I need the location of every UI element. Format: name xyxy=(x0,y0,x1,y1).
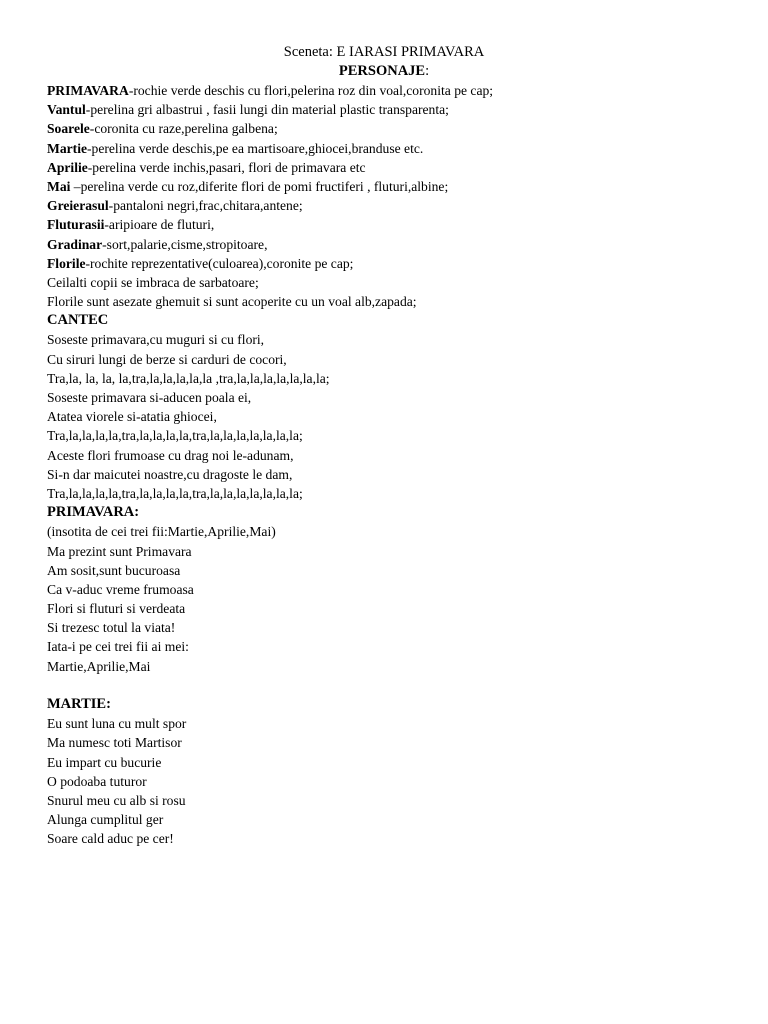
verse-line: (insotita de cei trei fii:Martie,Aprilie,Mai) xyxy=(47,524,276,540)
blank-line xyxy=(47,676,747,695)
note-line: Florile sunt asezate ghemuit si sunt acoperite cu un voal alb,zapada; xyxy=(47,294,417,310)
page-title xyxy=(0,43,768,62)
character-name: Aprilie xyxy=(47,159,88,175)
character-desc: -aripioare de fluturi, xyxy=(104,217,215,233)
song-line: Cu siruri lungi de berze si carduri de cocori, xyxy=(47,351,287,367)
verse-line: Si trezesc totul la viata! xyxy=(47,620,176,636)
verse-line: Flori si fluturi si verdeata xyxy=(47,601,186,617)
character-line xyxy=(47,215,747,234)
character-name: Gradinar xyxy=(47,236,103,252)
character-line xyxy=(47,158,747,177)
title-main: E IARASI PRIMAVARA xyxy=(332,44,485,60)
character-line xyxy=(47,254,747,273)
primavara-heading: PRIMAVARA: xyxy=(47,504,140,521)
song-line: Aceste flori frumoase cu drag noi le-adunam, xyxy=(47,447,294,463)
character-name: Martie xyxy=(47,140,87,156)
character-desc: -perelina verde inchis,pasari, flori de primavara etc xyxy=(87,159,366,175)
song-line: Soseste primavara,cu muguri si cu flori, xyxy=(47,332,265,348)
character-desc: -pantaloni negri,frac,chitara,antene; xyxy=(108,198,303,214)
song-line: Atatea viorele si-atatia ghiocei, xyxy=(47,409,217,425)
character-desc: -rochie verde deschis cu flori,pelerina roz din voal,coronita pe cap; xyxy=(128,83,494,98)
song-line: Si-n dar maicutei noastre,cu dragoste le dam, xyxy=(47,466,293,482)
verse-line: Ma numesc toti Martisor xyxy=(47,735,182,751)
character-line xyxy=(47,196,747,215)
characters-heading xyxy=(0,62,768,81)
martie-heading: MARTIE: xyxy=(47,696,111,712)
characters-heading-suffix: : xyxy=(425,63,430,79)
verse-line: Ca v-aduc vreme frumoasa xyxy=(47,581,194,597)
song-line: Tra,la,la,la,la,tra,la,la,la,la,tra,la,la,la,la,la,la,la; xyxy=(47,428,303,444)
verse-line: Am sosit,sunt bucuroasa xyxy=(47,562,181,578)
martie-verse xyxy=(47,714,747,848)
song-line: Soseste primavara si-aducen poala ei, xyxy=(47,390,252,405)
verse-line: Alunga cumplitul ger xyxy=(47,812,164,828)
song-lyrics xyxy=(47,330,747,503)
character-line xyxy=(47,100,747,119)
character-desc: -rochite reprezentative(culoarea),coronite pe cap; xyxy=(85,255,354,271)
character-line xyxy=(47,235,747,254)
character-name: Soarele xyxy=(47,121,90,137)
character-name: Fluturasii xyxy=(47,217,105,233)
characters-heading-text: PERSONAJE xyxy=(338,63,426,79)
character-desc: –perelina verde cu roz,diferite flori de pomi fructiferi , fluturi,albine; xyxy=(70,178,449,194)
verse-line: Iata-i pe cei trei fii ai mei: xyxy=(47,639,189,655)
song-line: Tra,la, la, la, la,tra,la,la,la,la,la ,tra,la,la,la,la,la,la,la; xyxy=(47,370,330,386)
character-name: Greierasul xyxy=(47,198,109,214)
verse-line: Eu sunt luna cu mult spor xyxy=(47,716,187,732)
character-line xyxy=(47,177,747,196)
character-desc: -coronita cu raze,perelina galbena; xyxy=(89,121,278,137)
document-body xyxy=(47,81,747,849)
verse-line: Snurul meu cu alb si rosu xyxy=(47,792,186,808)
character-name: Vantul xyxy=(47,102,86,118)
primavara-verse xyxy=(47,522,747,676)
character-name: Florile xyxy=(47,255,86,271)
character-desc: -perelina verde deschis,pe ea martisoare,ghiocei,branduse etc. xyxy=(87,140,424,156)
verse-line: Eu impart cu bucurie xyxy=(47,754,162,770)
verse-line: Ma prezint sunt Primavara xyxy=(47,543,192,559)
title-prefix: Sceneta: xyxy=(283,44,333,60)
character-line xyxy=(47,81,747,100)
verse-line: Martie,Aprilie,Mai xyxy=(47,658,151,674)
song-line: Tra,la,la,la,la,tra,la,la,la,la,tra,la,la,la,la,la,la,la; xyxy=(47,485,303,501)
character-desc: -sort,palarie,cisme,stropitoare, xyxy=(102,236,268,252)
character-desc: -perelina gri albastrui , fasii lungi din material plastic transparenta; xyxy=(85,102,449,118)
song-heading: CANTEC xyxy=(47,312,109,329)
character-line xyxy=(47,139,747,158)
verse-line: Soare cald aduc pe cer! xyxy=(47,831,174,847)
verse-line: O podoaba tuturor xyxy=(47,773,147,789)
character-list xyxy=(47,81,747,273)
character-name: PRIMAVARA xyxy=(47,83,129,98)
character-line xyxy=(47,119,747,138)
note-line: Ceilalti copii se imbraca de sarbatoare; xyxy=(47,274,259,290)
character-name: Mai xyxy=(47,178,71,194)
